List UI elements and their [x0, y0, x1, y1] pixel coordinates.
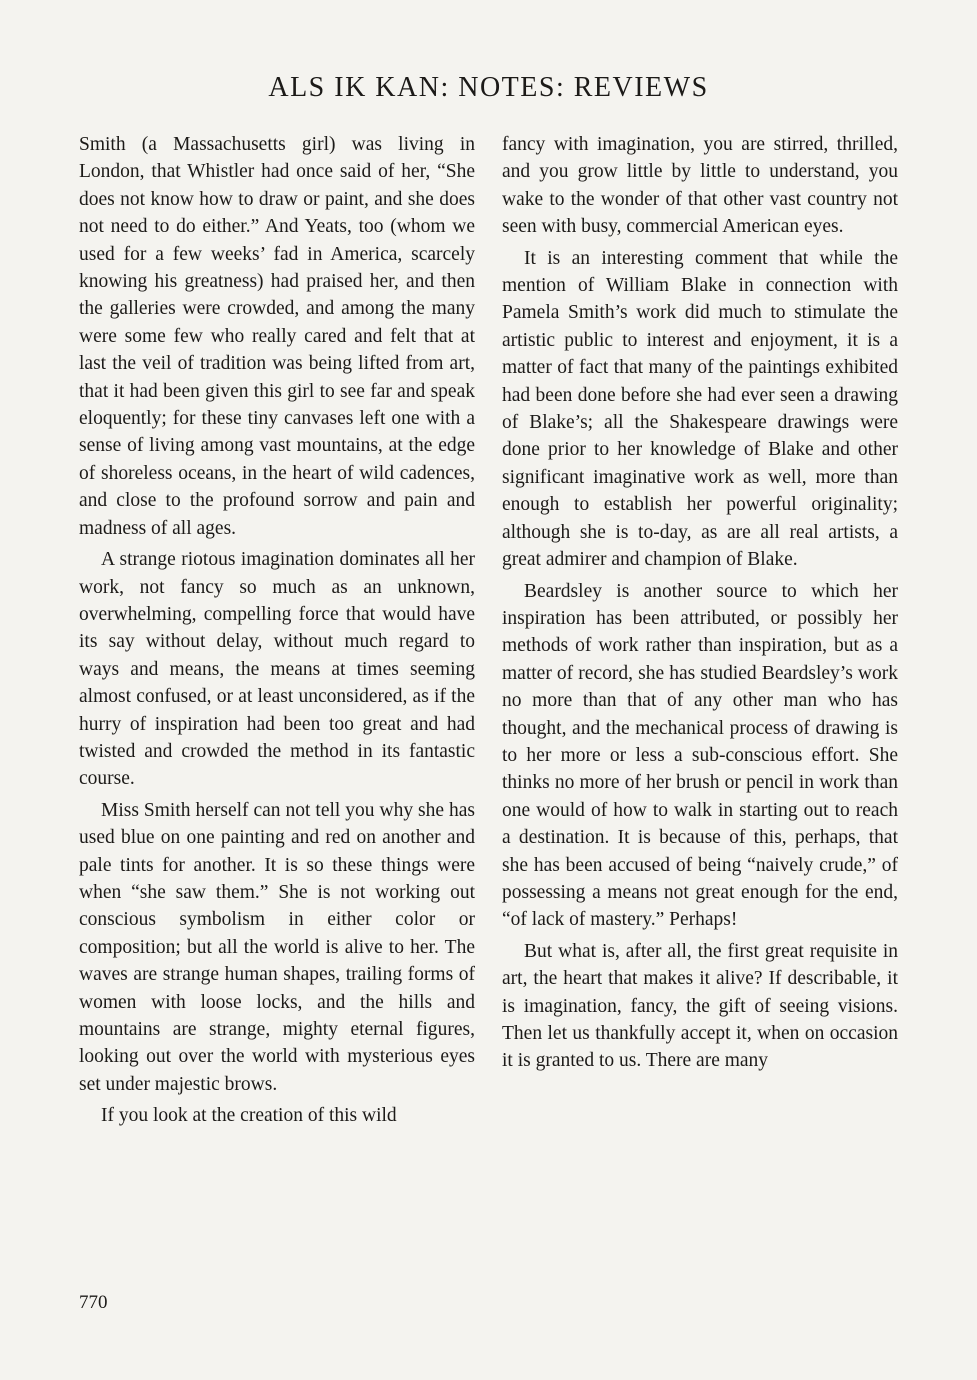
- paragraph: A strange riotous imagination dominates all her work, not fancy so much as an unknown, overwhelming, compelling force that would have its say without delay, without much regard to ways and means, the means at times seeming almost confused, or at least unconsidered, as if the hurry of inspiration had been too great and had twisted and crowded the method in its fantastic course.: [79, 549, 475, 790]
- paragraph: It is an interesting comment that while the mention of William Blake in connection with Pamela Smith’s work did much to stimulate the artistic public to interest and enjoyment, it is a matter of fact that many of the paintings exhibited had been done before she had ever seen a drawing of Blake’s; all the Shakespeare drawings were done prior to her knowledge of Blake and other significant imaginative work as well, more than enough to establish her powerful originality; although she is to-day, as are all real artists, a great admirer and champion of Blake.: [502, 247, 898, 571]
- page-number: 770: [79, 1292, 108, 1313]
- paragraph: fancy with imagination, you are stirred, thrilled, and you grow little by little to understand, you wake to the wonder of that other vast country not seen with busy, commercial American eyes.: [502, 134, 898, 238]
- paragraph: If you look at the creation of this wild: [101, 1105, 397, 1127]
- paragraph: Smith (a Massachusetts girl) was living in London, that Whistler had once said of her, “She does not know how to draw or paint, and she does not need to do either.” And Yeats, too (whom we used for a few weeks’ fad in America, scarcely knowing his greatness) had praised her, and then the galleries were crowded, and among the many were some few who really cared and felt that at last the veil of tradition was being lifted from art, that it had been given this girl to see far and speak eloquently; for these tiny canvases left one with a sense of living among vast mountains, at the edge of shoreless oceans, in the heart of wild cadences, and close to the profound sorrow and pain and madness of all ages.: [79, 134, 475, 539]
- paragraph: Miss Smith herself can not tell you why she has used blue on one painting and red on another and pale tints for another. It is so these things were when “she saw them.” She is not working out conscious symbolism in either color or composition; but all the world is alive to her. The waves are strange human shapes, trailing forms of women with loose locks, and the hills and mountains are strange, mighty eternal figures, looking out over the world with mysterious eyes set under majestic brows.: [79, 799, 475, 1095]
- running-title: ALS IK KAN: NOTES: REVIEWS: [268, 72, 709, 103]
- right-column: [502, 131, 898, 1079]
- left-column: [79, 131, 475, 1134]
- paragraph: Beardsley is another source to which her inspiration has been attributed, or possibly her methods of work rather than inspiration, but as a matter of record, she has studied Beardsley’s work no more than that of any other man who has thought, and the mechanical process of drawing is to her more or less a sub-conscious effort. She thinks no more of her brush or pencil in work than one would of how to walk in starting out to reach a destination. It is because of this, perhaps, that she has been accused of being “naively crude,” of possessing a means not great enough for the end, “of lack of mastery.” Perhaps!: [502, 580, 898, 931]
- paragraph: But what is, after all, the first great requisite in art, the heart that makes it alive? If describable, it is imagination, fancy, the gift of seeing visions. Then let us thankfully accept it, when on occasion it is granted to us. There are many: [502, 940, 898, 1072]
